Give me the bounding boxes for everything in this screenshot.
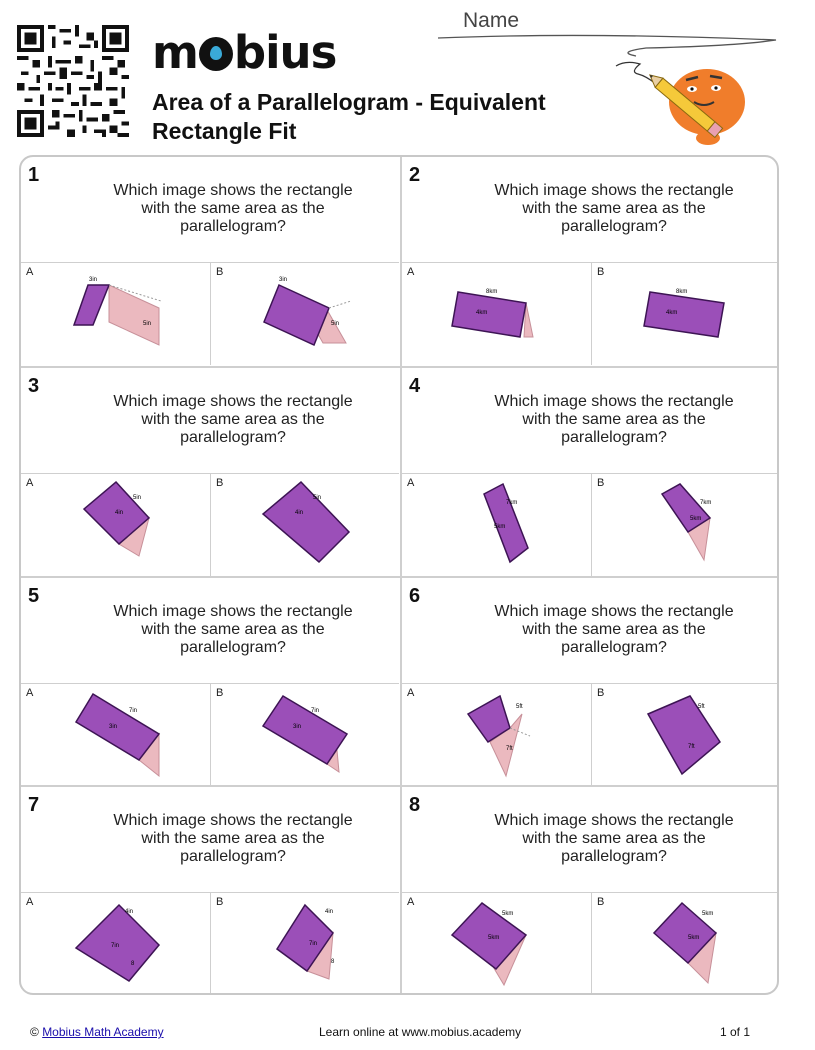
figure-label: 5ft	[516, 704, 523, 710]
figure-label: 5km	[488, 935, 500, 941]
option-b[interactable]	[211, 262, 399, 365]
figure-label: 4km	[666, 310, 678, 316]
option-label: B	[597, 477, 605, 489]
figure-label: 5km	[688, 935, 700, 941]
question-text: Which image shows the rectangle with the same area as the parallelogram?	[494, 393, 734, 446]
figure-label: 7in	[129, 708, 138, 714]
option-label: A	[26, 896, 34, 908]
figure-label: 8	[131, 961, 135, 967]
option-label: B	[216, 687, 224, 699]
figure-a	[402, 474, 592, 577]
option-a[interactable]	[402, 473, 592, 576]
figure-a	[402, 893, 592, 995]
option-a[interactable]	[402, 892, 592, 995]
figure-label: 5km	[702, 911, 714, 917]
option-b[interactable]	[211, 892, 399, 995]
figure-b	[592, 263, 779, 366]
figure-label: 5ft	[698, 704, 705, 710]
question-number: 1	[28, 164, 40, 186]
figure-a	[21, 474, 211, 577]
figure-b	[211, 893, 399, 995]
question-text: Which image shows the rectangle with the same area as the parallelogram?	[113, 182, 353, 235]
figure-label: 7km	[506, 500, 518, 506]
option-label: A	[407, 896, 415, 908]
figure-label: 3in	[293, 724, 302, 730]
option-b[interactable]	[592, 892, 779, 995]
question-5	[21, 578, 399, 786]
option-b[interactable]	[592, 262, 779, 365]
figure-a	[402, 263, 592, 366]
option-label: A	[407, 687, 415, 699]
option-label: B	[216, 477, 224, 489]
figure-label: 5km	[494, 524, 506, 530]
figure-label: 7km	[700, 500, 712, 506]
option-b[interactable]	[211, 473, 399, 576]
question-number: 2	[409, 164, 421, 186]
page-title	[152, 88, 612, 146]
option-a[interactable]	[402, 262, 592, 365]
question-number: 3	[28, 375, 40, 397]
academy-link[interactable]: Mobius Math Academy	[42, 1025, 164, 1039]
figure-b	[592, 684, 779, 787]
figure-a	[402, 684, 592, 787]
option-a[interactable]	[21, 683, 211, 786]
figure-label: 5in	[331, 321, 340, 327]
worksheet-grid	[19, 155, 779, 995]
question-1	[21, 157, 399, 365]
question-text: Which image shows the rectangle with the same area as the parallelogram?	[113, 603, 353, 656]
qr-code	[17, 25, 129, 137]
option-label: B	[597, 266, 605, 278]
page-number: 1 of 1	[720, 1025, 751, 1039]
figure-label: 7in	[309, 941, 318, 947]
question-number: 8	[409, 794, 421, 816]
figure-a	[21, 893, 211, 995]
figure-label: 5in	[313, 495, 322, 501]
question-4	[402, 368, 779, 576]
title-line-2: Rectangle Fit	[152, 118, 297, 144]
figure-label: 5km	[502, 911, 514, 917]
option-label: B	[597, 896, 605, 908]
question-3	[21, 368, 399, 576]
question-6	[402, 578, 779, 786]
figure-label: 3in	[279, 277, 288, 283]
option-label: B	[597, 687, 605, 699]
question-text: Which image shows the rectangle with the same area as the parallelogram?	[113, 812, 353, 865]
question-number: 4	[409, 375, 421, 397]
option-label: A	[26, 687, 34, 699]
title-line-1: Area of a Parallelogram - Equivalent	[152, 89, 546, 115]
option-label: A	[407, 477, 415, 489]
option-b[interactable]	[592, 473, 779, 576]
footer-learn-online: Learn online at www.mobius.academy	[319, 1025, 522, 1039]
figure-b	[211, 684, 399, 787]
option-label: A	[26, 477, 34, 489]
question-7	[21, 787, 399, 995]
figure-label: 4in	[295, 510, 304, 516]
question-2	[402, 157, 779, 365]
figure-label: 4in	[125, 909, 134, 915]
question-number: 7	[28, 794, 40, 816]
figure-label: 8km	[486, 289, 498, 295]
footer-copyright: © Mobius Math Academy	[30, 1025, 164, 1039]
question-number: 6	[409, 585, 421, 607]
question-text: Which image shows the rectangle with the same area as the parallelogram?	[494, 603, 734, 656]
question-text: Which image shows the rectangle with the same area as the parallelogram?	[494, 812, 734, 865]
option-label: B	[216, 266, 224, 278]
name-label: Name	[463, 9, 520, 32]
mobius-logo: m bius	[152, 26, 337, 79]
figure-a	[21, 263, 211, 366]
option-a[interactable]	[402, 683, 592, 786]
option-b[interactable]	[211, 683, 399, 786]
question-8	[402, 787, 779, 995]
figure-label: 5in	[133, 495, 142, 501]
figure-label: 3in	[109, 724, 118, 730]
figure-label: 8km	[676, 289, 688, 295]
figure-b	[592, 893, 779, 995]
option-b[interactable]	[592, 683, 779, 786]
figure-label: 5km	[690, 516, 702, 522]
option-label: A	[407, 266, 415, 278]
question-text: Which image shows the rectangle with the same area as the parallelogram?	[113, 393, 353, 446]
figure-label: 5in	[143, 321, 152, 327]
question-number: 5	[28, 585, 40, 607]
drop-icon	[199, 37, 233, 71]
figure-label: 7ft	[506, 746, 513, 752]
option-a[interactable]	[21, 892, 211, 995]
figure-label: 4in	[325, 909, 334, 915]
figure-label: 3in	[89, 277, 98, 283]
option-a[interactable]	[21, 473, 211, 576]
figure-label: 4in	[115, 510, 124, 516]
option-label: B	[216, 896, 224, 908]
option-a[interactable]	[21, 262, 211, 365]
figure-label: 7in	[111, 943, 120, 949]
mascot-pencil-icon	[612, 52, 762, 152]
figure-label: 8	[331, 959, 335, 965]
figure-label: 7ft	[688, 744, 695, 750]
option-label: A	[26, 266, 34, 278]
figure-label: 4km	[476, 310, 488, 316]
figure-b	[211, 474, 399, 577]
figure-a	[21, 684, 211, 787]
question-text: Which image shows the rectangle with the same area as the parallelogram?	[494, 182, 734, 235]
figure-b	[211, 263, 399, 366]
figure-label: 7in	[311, 708, 320, 714]
figure-b	[592, 474, 779, 577]
